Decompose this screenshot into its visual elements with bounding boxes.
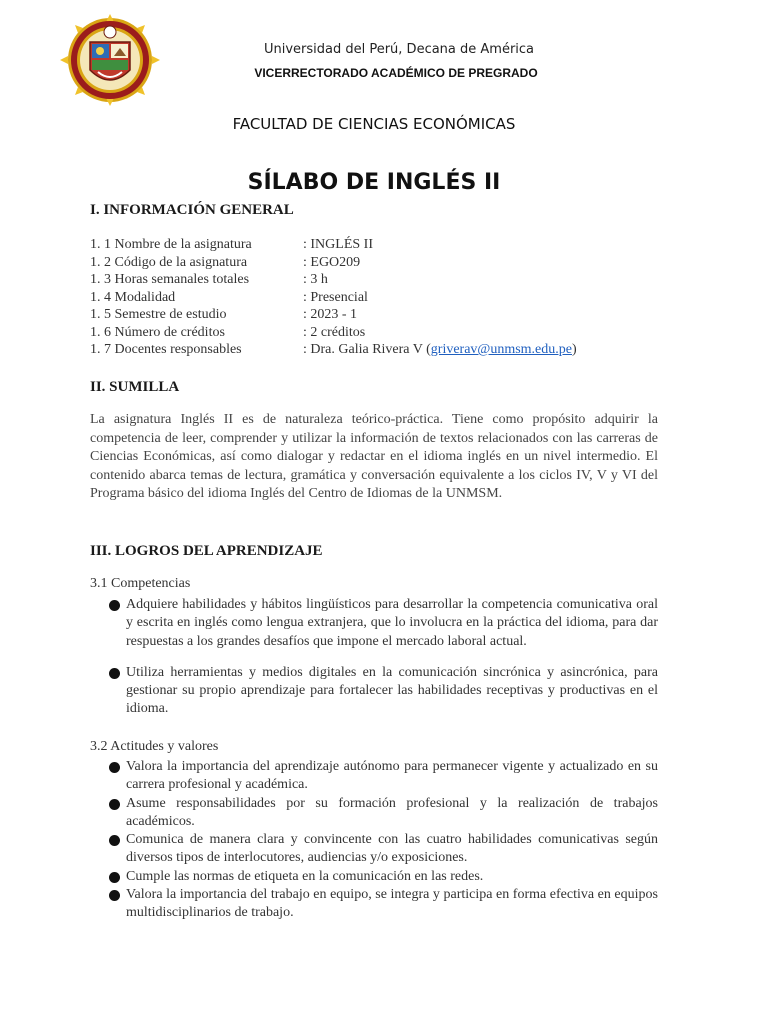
list-item-text: Valora la importancia del trabajo en equipo, se integra y participa en forma efectiva en equipos multidisciplinarios de trabajo. xyxy=(126,887,658,921)
competencias-title: 3.1 Competencias xyxy=(90,576,191,591)
list-item xyxy=(90,831,658,868)
list-item xyxy=(90,795,658,832)
actitudes-title: 3.2 Actitudes y valores xyxy=(90,739,219,754)
bullet-icon xyxy=(109,668,120,679)
info-value: : INGLÉS II xyxy=(303,237,373,252)
info-label: 1. 3 Horas semanales totales xyxy=(90,272,250,287)
list-item-text: Valora la importancia del aprendizaje autónomo para permanecer vigente y actualizado en su carrera profesional y académica. xyxy=(126,759,658,793)
info-label: 1. 5 Semestre de estudio xyxy=(90,307,227,322)
list-item-text: Utiliza herramientas y medios digitales en la comunicación sincrónica y asincrónica, para gestionar su propio aprendizaje para fortalecer las habilidades receptivas y productivas en el idioma. xyxy=(126,664,658,717)
info-label: 1. 4 Modalidad xyxy=(90,289,176,305)
info-value: : 2023 - 1 xyxy=(303,307,358,322)
info-label: 1. 6 Número de créditos xyxy=(90,324,225,340)
bullet-icon xyxy=(109,872,120,883)
list-item-text: Asume responsabilidades por su formación profesional y la realización de trabajos académicos. xyxy=(126,795,658,829)
university-name: Universidad del Perú, Decana de América xyxy=(263,42,535,57)
section-3-heading: III. LOGROS DEL APRENDIZAJE xyxy=(90,543,323,559)
list-item xyxy=(90,868,658,886)
info-label: 1. 7 Docentes responsables xyxy=(90,342,242,357)
list-item-text: Adquiere habilidades y hábitos lingüísticos para desarrollar la competencia comunicativa oral y escrita en inglés como lengua extranjera, que lo involucra en la práctica del idioma, para dar respuestas a los grandes desafíos que impone el mercado laboral actual. xyxy=(126,597,658,649)
bullet-icon xyxy=(109,799,120,810)
bullet-icon xyxy=(109,835,120,846)
competencias-list xyxy=(90,596,658,732)
closing-paren: ) xyxy=(571,342,577,357)
info-label: 1. 2 Código de la asignatura xyxy=(90,254,248,270)
sumilla-paragraph: La asignatura Inglés II es de naturaleza teórico-práctica. Tiene como propósito adquirir la competencia de leer, comprender y utilizar la información de textos relacionados con las carreras de Ciencias Económicas, así como dialogar y redactar en el idioma inglés en un nivel intermedio. El contenido abarca temas de lectura, gramática y conversación equivalente a los ciclos IV, V y VI del Programa básico del idioma Inglés del Centro de Idiomas de la UNMSM. xyxy=(90,412,658,501)
list-item xyxy=(90,664,658,719)
bullet-icon xyxy=(109,890,120,901)
list-item xyxy=(90,886,658,923)
vicerrectorado-title: VICERRECTORADO ACADÉMICO DE PREGRADO xyxy=(254,66,538,80)
teacher-name: : Dra. Galia Rivera V ( xyxy=(303,342,431,357)
list-item xyxy=(90,758,658,795)
list-item-text: Comunica de manera clara y convincente con las cuatro habilidades comunicativas según diversos tipos de interlocutores, audiencias y/o exposiciones. xyxy=(126,832,658,866)
info-label: 1. 1 Nombre de la asignatura xyxy=(90,237,252,252)
faculty-name: FACULTAD DE CIENCIAS ECONÓMICAS xyxy=(232,115,516,133)
bullet-icon xyxy=(109,762,120,773)
seal-icon xyxy=(56,12,164,108)
document-title: SÍLABO DE INGLÉS II xyxy=(247,170,501,195)
bullet-icon xyxy=(109,600,120,611)
list-item xyxy=(90,596,658,651)
info-value: : 3 h xyxy=(303,272,328,287)
info-value xyxy=(303,341,577,359)
info-value: : 2 créditos xyxy=(303,324,366,340)
actitudes-list xyxy=(90,758,658,923)
university-seal-logo xyxy=(56,12,164,108)
info-value: : Presencial xyxy=(303,289,368,305)
section-2-heading: II. SUMILLA xyxy=(90,379,180,395)
section-1-heading: I. INFORMACIÓN GENERAL xyxy=(90,202,294,218)
info-value: : EGO209 xyxy=(303,254,361,270)
teacher-email-link[interactable]: griverav@unmsm.edu.pe xyxy=(430,342,572,357)
list-item-text: Cumple las normas de etiqueta en la comunicación en las redes. xyxy=(126,868,484,884)
